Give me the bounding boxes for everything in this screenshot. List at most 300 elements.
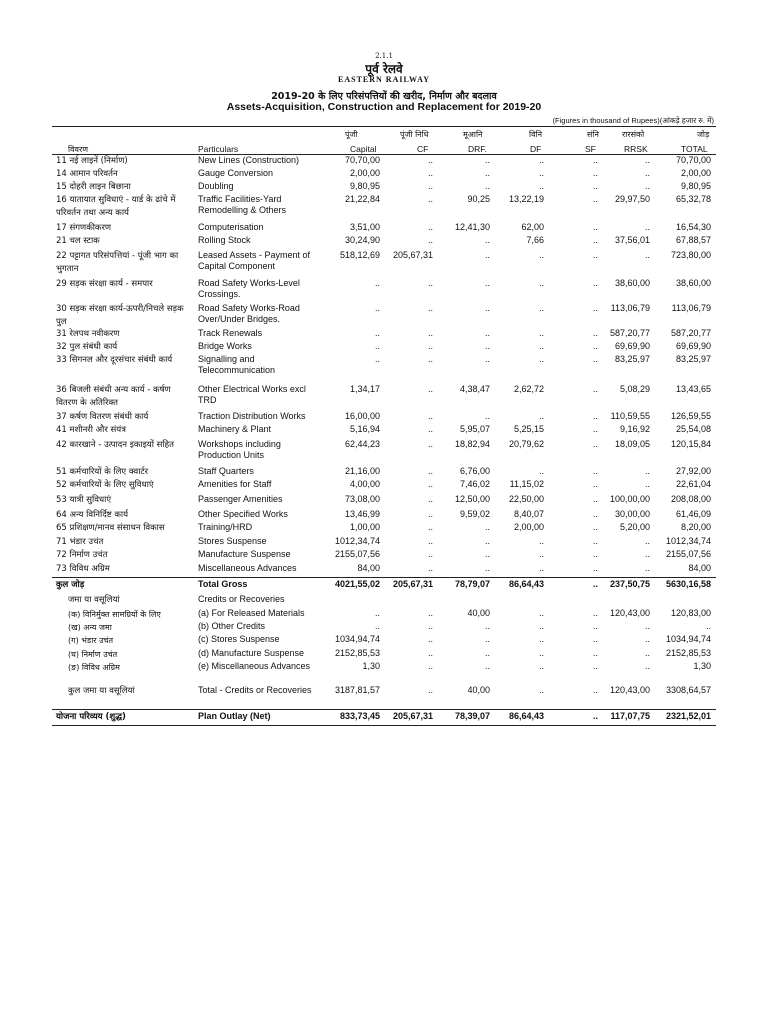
cell-total: 22,61,04	[675, 479, 711, 489]
cell-total: 5630,16,58	[665, 579, 711, 589]
row-particulars: (e) Miscellaneous Advances	[198, 661, 311, 671]
cell-rrsk: ..	[644, 168, 650, 178]
cell-df: ..	[538, 536, 544, 546]
row-particulars: Traction Distribution Works	[198, 411, 306, 421]
row-label-hindi: 21 चल स्टाक	[56, 236, 100, 246]
cell-total: 2,00,00	[680, 168, 711, 178]
cell-drf: ..	[484, 328, 490, 338]
row-label-hindi: 30 सड़क संरक्षा कार्य-ऊपरी/निचले सड़क पुल	[56, 304, 184, 327]
cell-capital: 2,00,00	[349, 168, 380, 178]
table-top-rule	[52, 126, 716, 127]
row-label-hindi: कुल जोड़	[56, 580, 85, 590]
header-capital: Capital	[350, 144, 377, 154]
credits-heading-english: Credits or Recoveries	[198, 594, 285, 604]
cell-drf: 9,59,02	[459, 509, 490, 519]
row-particulars: Leased Assets - Payment of Capital Component	[198, 250, 311, 271]
cell-capital: 833,73,45	[339, 711, 380, 721]
cell-rrsk: ..	[644, 648, 650, 658]
cell-rrsk: ..	[644, 563, 650, 573]
cell-rrsk: 37,56,01	[614, 235, 650, 245]
cell-rrsk: 120,43,00	[609, 608, 650, 618]
cell-sf: ..	[592, 563, 598, 573]
row-particulars: (b) Other Credits	[198, 621, 266, 631]
cell-cf: 205,67,31	[392, 711, 433, 721]
cell-total: 70,70,00	[675, 155, 711, 165]
cell-total: 16,54,30	[675, 222, 711, 232]
cell-rrsk: ..	[644, 536, 650, 546]
cell-capital: 62,44,23	[344, 439, 380, 449]
cell-sf: ..	[592, 278, 598, 288]
row-particulars: (c) Stores Suspense	[198, 634, 280, 644]
cell-cf: ..	[427, 549, 433, 559]
row-particulars: Staff Quarters	[198, 466, 254, 476]
cell-capital: 30,24,90	[344, 235, 380, 245]
row-label-hindi: 51 कर्मचारियों के लिए क्वार्टर	[56, 467, 149, 477]
page-number: 2.1.1	[375, 52, 393, 60]
cell-capital: 518,12,69	[339, 250, 380, 260]
cell-sf: ..	[592, 536, 598, 546]
row-particulars: Road Safety Works-Level Crossings.	[198, 278, 300, 299]
cell-capital: 3,51,00	[349, 222, 380, 232]
header-sf: SF	[585, 144, 596, 154]
cell-rrsk: 100,00,00	[609, 494, 650, 504]
cell-drf: ..	[484, 181, 490, 191]
cell-cf: ..	[427, 648, 433, 658]
cell-drf: 40,00	[467, 608, 490, 618]
cell-drf: ..	[484, 250, 490, 260]
cell-sf: ..	[592, 328, 598, 338]
cell-cf: ..	[427, 608, 433, 618]
plan-outlay-top-rule	[52, 709, 716, 710]
header-rrsk-hindi: रारसंको	[622, 130, 645, 139]
cell-cf: ..	[427, 563, 433, 573]
cell-cf: ..	[427, 621, 433, 631]
cell-cf: ..	[427, 661, 433, 671]
cell-rrsk: 113,06,79	[610, 303, 650, 313]
row-label-hindi: 72 निर्माण उचंत	[56, 550, 108, 560]
cell-capital: 21,22,84	[344, 194, 380, 204]
cell-df: 22,50,00	[508, 494, 544, 504]
cell-rrsk: 5,20,00	[619, 522, 650, 532]
cell-total: 13,43,65	[675, 384, 711, 394]
cell-df: ..	[538, 608, 544, 618]
figures-note: (Figures in thousand of Rupees)(आंकड़े हजार रु. में)	[552, 116, 714, 125]
row-label-hindi: 22 पट्टागत परिसंपत्तियां - पूंजी भाग का भुगतान	[56, 251, 179, 274]
credits-heading-hindi: जमा या वसूलियां	[68, 595, 120, 605]
row-particulars: Miscellaneous Advances	[198, 563, 297, 573]
cell-drf: ..	[484, 303, 490, 313]
header-sf-hindi: संनि	[587, 130, 599, 139]
row-particulars: Other Specified Works	[198, 509, 288, 519]
cell-drf: ..	[484, 235, 490, 245]
cell-sf: ..	[592, 181, 598, 191]
cell-sf: ..	[592, 384, 598, 394]
cell-total: 8,20,00	[680, 522, 711, 532]
cell-cf: ..	[427, 278, 433, 288]
cell-total: ..	[705, 621, 711, 631]
cell-drf: 6,76,00	[459, 466, 490, 476]
cell-capital: 1012,34,74	[334, 536, 380, 546]
cell-capital: 70,70,00	[344, 155, 380, 165]
cell-df: ..	[538, 155, 544, 165]
cell-cf: ..	[427, 685, 433, 695]
cell-capital: ..	[374, 278, 380, 288]
cell-df: 11,15,02	[509, 479, 544, 489]
cell-sf: ..	[592, 621, 598, 631]
cell-cf: 205,67,31	[392, 579, 433, 589]
cell-cf: 205,67,31	[392, 250, 433, 260]
cell-total: 9,80,95	[680, 181, 711, 191]
cell-rrsk: 30,00,00	[614, 509, 650, 519]
cell-capital: 9,80,95	[349, 181, 380, 191]
cell-sf: ..	[592, 341, 598, 351]
table-bottom-rule	[52, 725, 716, 726]
cell-df: ..	[538, 685, 544, 695]
header-df-hindi: विनि	[529, 130, 543, 139]
cell-cf: ..	[427, 194, 433, 204]
cell-df: ..	[538, 168, 544, 178]
cell-sf: ..	[592, 222, 598, 232]
cell-rrsk: ..	[644, 634, 650, 644]
cell-drf: ..	[484, 168, 490, 178]
cell-total: 120,15,84	[670, 439, 711, 449]
row-label-hindi: 15 दोहरी लाइन बिछाना	[56, 182, 131, 192]
cell-sf: ..	[592, 648, 598, 658]
row-particulars: Gauge Conversion	[198, 168, 274, 178]
cell-rrsk: 120,43,00	[609, 685, 650, 695]
cell-capital: 84,00	[357, 563, 380, 573]
cell-drf: ..	[484, 648, 490, 658]
row-label-hindi: 71 भंडार उचंत	[56, 537, 104, 547]
cell-capital: 73,08,00	[344, 494, 380, 504]
cell-sf: ..	[592, 634, 598, 644]
cell-total: 1034,94,74	[665, 634, 711, 644]
cell-cf: ..	[427, 181, 433, 191]
cell-df: ..	[538, 634, 544, 644]
row-label-hindi: 29 सड़क संरक्षा कार्य - समपार	[56, 279, 153, 289]
row-particulars: Passenger Amenities	[198, 494, 283, 504]
cell-drf: ..	[484, 522, 490, 532]
cell-total: 27,92,00	[675, 466, 711, 476]
cell-cf: ..	[427, 634, 433, 644]
row-label-hindi: 11 नई लाइनें (निर्माण)	[56, 156, 128, 166]
cell-total: 2152,85,53	[665, 648, 711, 658]
row-particulars: Doubling	[198, 181, 234, 191]
cell-sf: ..	[592, 411, 598, 421]
cell-rrsk: 110,59,55	[610, 411, 650, 421]
cell-capital: 2155,07,56	[334, 549, 380, 559]
cell-sf: ..	[592, 235, 598, 245]
header-df: DF	[530, 144, 542, 154]
cell-capital: 3187,81,57	[334, 685, 380, 695]
cell-rrsk: ..	[644, 549, 650, 559]
cell-drf: ..	[484, 563, 490, 573]
cell-cf: ..	[427, 384, 433, 394]
cell-capital: ..	[374, 328, 380, 338]
cell-rrsk: ..	[644, 661, 650, 671]
cell-sf: ..	[592, 194, 598, 204]
row-particulars: Stores Suspense	[198, 536, 267, 546]
cell-rrsk: ..	[644, 621, 650, 631]
cell-df: ..	[538, 563, 544, 573]
cell-capital: 16,00,00	[344, 411, 380, 421]
row-label-hindi: 42 कारखाने - उत्पादन इकाइयों सहित	[56, 440, 174, 450]
cell-df: 62,00	[521, 222, 544, 232]
row-particulars: Road Safety Works-Road Over/Under Bridges.	[198, 303, 300, 324]
cell-drf: 18,82,94	[454, 439, 490, 449]
cell-drf: 4,38,47	[459, 384, 490, 394]
cell-df: 2,62,72	[513, 384, 544, 394]
cell-rrsk: 587,20,77	[609, 328, 650, 338]
row-label-hindi: 14 आमान परिवर्तन	[56, 169, 118, 179]
cell-total: 2155,07,56	[665, 549, 711, 559]
cell-total: 120,83,00	[670, 608, 711, 618]
cell-rrsk: ..	[644, 155, 650, 165]
row-label-hindi: कुल जमा या वसूलियां	[68, 686, 135, 696]
cell-total: 2321,52,01	[665, 711, 711, 721]
cell-sf: ..	[592, 168, 598, 178]
title-english: Assets-Acquisition, Construction and Replacement for 2019-20	[226, 101, 542, 113]
cell-capital: ..	[374, 608, 380, 618]
cell-total: 3308,64,57	[665, 685, 711, 695]
cell-sf: ..	[592, 509, 598, 519]
row-particulars: Workshops including Production Units	[198, 439, 281, 460]
cell-sf: ..	[592, 354, 598, 364]
row-particulars: Rolling Stock	[198, 235, 251, 245]
cell-sf: ..	[592, 579, 598, 589]
cell-df: ..	[538, 354, 544, 364]
row-particulars: Bridge Works	[198, 341, 252, 351]
cell-sf: ..	[592, 608, 598, 618]
cell-df: ..	[538, 549, 544, 559]
cell-drf: ..	[484, 536, 490, 546]
cell-drf: 7,46,02	[459, 479, 490, 489]
row-label-hindi: (घ) निर्माण उचंत	[68, 650, 118, 659]
row-particulars: Signalling and Telecommunication	[198, 354, 276, 375]
cell-cf: ..	[427, 466, 433, 476]
cell-df: 8,40,07	[513, 509, 544, 519]
cell-cf: ..	[427, 328, 433, 338]
header-particulars: Particulars	[198, 144, 239, 154]
row-label-hindi: 33 सिगनल और दूरसंचार संबंधी कार्य	[56, 355, 173, 365]
cell-rrsk: 18,09,05	[614, 439, 650, 449]
cell-sf: ..	[592, 250, 598, 260]
cell-total: 126,59,55	[670, 411, 711, 421]
cell-sf: ..	[592, 479, 598, 489]
row-label-hindi: 41 मशीनरी और संयंत्र	[56, 425, 126, 435]
cell-capital: ..	[374, 354, 380, 364]
cell-cf: ..	[427, 341, 433, 351]
row-particulars: Total Gross	[198, 579, 248, 589]
cell-cf: ..	[427, 354, 433, 364]
row-particulars: Computerisation	[198, 222, 264, 232]
cell-total: 84,00	[688, 563, 711, 573]
cell-drf: 78,79,07	[454, 579, 490, 589]
cell-drf: ..	[484, 634, 490, 644]
row-label-hindi: 37 कर्षण वितरण संबंधी कार्य	[56, 412, 149, 422]
cell-df: 86,64,43	[508, 579, 544, 589]
header-cf: CF	[417, 144, 429, 154]
row-label-hindi: 16 यातायात सुविधाएं - यार्ड के ढांचे में परिवर्तन तथा अन्य कार्य	[56, 195, 176, 218]
cell-df: 20,79,62	[508, 439, 544, 449]
row-label-hindi: 17 संगणकीकरण	[56, 223, 112, 233]
cell-capital: ..	[374, 621, 380, 631]
cell-sf: ..	[592, 549, 598, 559]
row-label-hindi: (ङ) विविध अग्रिम	[68, 663, 120, 672]
title-hindi: 2019-20 के लिए परिसंपत्तियों की खरीद, निर्माण और बदलाव	[271, 91, 497, 102]
cell-sf: ..	[592, 661, 598, 671]
row-particulars: Plan Outlay (Net)	[198, 711, 271, 721]
cell-cf: ..	[427, 536, 433, 546]
cell-df: ..	[538, 181, 544, 191]
row-label-hindi: 32 पुल संबंधी कार्य	[56, 342, 118, 352]
row-particulars: Traffic Facilities-Yard Remodelling & Others	[198, 194, 287, 215]
cell-rrsk: 117,07,75	[610, 711, 650, 721]
railway-name-hindi: पूर्व रेलवे	[365, 62, 403, 76]
cell-capital: 13,46,99	[344, 509, 380, 519]
cell-drf: 40,00	[467, 685, 490, 695]
cell-cf: ..	[427, 411, 433, 421]
cell-cf: ..	[427, 155, 433, 165]
cell-drf: ..	[484, 549, 490, 559]
header-total: TOTAL	[681, 144, 708, 154]
cell-sf: ..	[592, 424, 598, 434]
cell-capital: 1,34,17	[349, 384, 380, 394]
row-label-hindi: (ख) अन्य जमा	[68, 623, 112, 632]
cell-drf: ..	[484, 354, 490, 364]
cell-capital: 5,16,94	[349, 424, 380, 434]
cell-rrsk: 5,08,29	[619, 384, 650, 394]
cell-df: 5,25,15	[513, 424, 544, 434]
cell-total: 723,80,00	[670, 250, 711, 260]
row-label-hindi: 36 बिजली संबंधी अन्य कार्य - कर्षण वितरण के अतिरिक्त	[56, 385, 171, 408]
total-gross-rule	[52, 577, 716, 578]
cell-total: 61,46,09	[675, 509, 711, 519]
cell-total: 1,30	[693, 661, 711, 671]
cell-df: ..	[538, 648, 544, 658]
cell-total: 67,88,57	[675, 235, 711, 245]
cell-cf: ..	[427, 168, 433, 178]
cell-capital: ..	[374, 303, 380, 313]
row-particulars: New Lines (Construction)	[198, 155, 300, 165]
row-particulars: Amenities for Staff	[198, 479, 272, 489]
cell-cf: ..	[427, 235, 433, 245]
cell-total: 1012,34,74	[665, 536, 711, 546]
cell-capital: 1034,94,74	[334, 634, 380, 644]
header-total-hindi: जोड़	[697, 130, 710, 139]
cell-capital: 1,00,00	[349, 522, 380, 532]
row-label-hindi: 65 प्रशिक्षण/मानव संसाधन विकास	[56, 523, 165, 533]
cell-df: ..	[538, 411, 544, 421]
row-particulars: Track Renewals	[198, 328, 263, 338]
header-drf-hindi: मूआनि	[463, 130, 483, 139]
row-particulars: Total - Credits or Recoveries	[198, 685, 312, 695]
cell-df: ..	[538, 341, 544, 351]
cell-drf: ..	[484, 341, 490, 351]
header-capital-hindi: पूंजी	[345, 130, 358, 139]
cell-capital: 21,16,00	[344, 466, 380, 476]
cell-df: ..	[538, 278, 544, 288]
cell-capital: ..	[374, 341, 380, 351]
header-drf: DRF.	[468, 144, 487, 154]
row-label-hindi: (ग) भंडार उचंत	[68, 636, 114, 645]
row-particulars: Machinery & Plant	[198, 424, 272, 434]
row-particulars: Manufacture Suspense	[198, 549, 291, 559]
cell-total: 38,60,00	[675, 278, 711, 288]
cell-total: 83,25,97	[675, 354, 711, 364]
cell-rrsk: ..	[644, 181, 650, 191]
header-rrsk: RRSK	[624, 144, 648, 154]
row-particulars: Other Electrical Works excl TRD	[198, 384, 306, 405]
cell-cf: ..	[427, 222, 433, 232]
cell-cf: ..	[427, 424, 433, 434]
cell-cf: ..	[427, 303, 433, 313]
cell-df: ..	[538, 250, 544, 260]
cell-sf: ..	[592, 522, 598, 532]
cell-capital: 1,30	[362, 661, 380, 671]
cell-df: ..	[538, 303, 544, 313]
cell-sf: ..	[592, 494, 598, 504]
cell-sf: ..	[592, 685, 598, 695]
header-description-hindi: विवरण	[68, 145, 89, 154]
cell-cf: ..	[427, 509, 433, 519]
row-particulars: (a) For Released Materials	[198, 608, 305, 618]
row-label-hindi: योजना परिव्यय (शुद्ध)	[56, 712, 126, 722]
cell-df: ..	[538, 466, 544, 476]
cell-rrsk: ..	[644, 466, 650, 476]
cell-drf: 5,95,07	[459, 424, 490, 434]
cell-df: 2,00,00	[513, 522, 544, 532]
cell-drf: 90,25	[467, 194, 490, 204]
row-label-hindi: 31 रेलपथ नवीकरण	[56, 329, 120, 339]
cell-rrsk: 38,60,00	[614, 278, 650, 288]
cell-df: ..	[538, 661, 544, 671]
row-particulars: Training/HRD	[198, 522, 253, 532]
cell-df: 13,22,19	[508, 194, 544, 204]
cell-sf: ..	[592, 303, 598, 313]
cell-total: 65,32,78	[675, 194, 711, 204]
cell-df: ..	[538, 621, 544, 631]
cell-total: 25,54,08	[675, 424, 711, 434]
cell-sf: ..	[592, 711, 598, 721]
cell-total: 587,20,77	[670, 328, 711, 338]
header-cf-hindi: पूंजी निधि	[400, 130, 429, 139]
row-label-hindi: (क) विनिर्मुक्त सामग्रियों के लिए	[68, 610, 161, 619]
cell-rrsk: 83,25,97	[614, 354, 650, 364]
cell-drf: 12,41,30	[454, 222, 490, 232]
cell-drf: ..	[484, 155, 490, 165]
cell-sf: ..	[592, 155, 598, 165]
cell-cf: ..	[427, 439, 433, 449]
cell-drf: ..	[484, 278, 490, 288]
cell-total: 69,69,90	[675, 341, 711, 351]
row-particulars: (d) Manufacture Suspense	[198, 648, 305, 658]
cell-cf: ..	[427, 522, 433, 532]
cell-rrsk: 29,97,50	[614, 194, 650, 204]
row-label-hindi: 64 अन्य विनिर्दिष्ट कार्य	[56, 510, 129, 520]
row-label-hindi: 53 यात्री सुविधाएं	[56, 495, 112, 505]
cell-df: ..	[538, 328, 544, 338]
cell-capital: 4021,55,02	[334, 579, 380, 589]
cell-total: 113,06,79	[671, 303, 711, 313]
cell-drf: ..	[484, 661, 490, 671]
cell-rrsk: 237,50,75	[609, 579, 650, 589]
cell-sf: ..	[592, 439, 598, 449]
cell-sf: ..	[592, 466, 598, 476]
cell-cf: ..	[427, 494, 433, 504]
cell-rrsk: ..	[644, 250, 650, 260]
cell-rrsk: ..	[644, 479, 650, 489]
